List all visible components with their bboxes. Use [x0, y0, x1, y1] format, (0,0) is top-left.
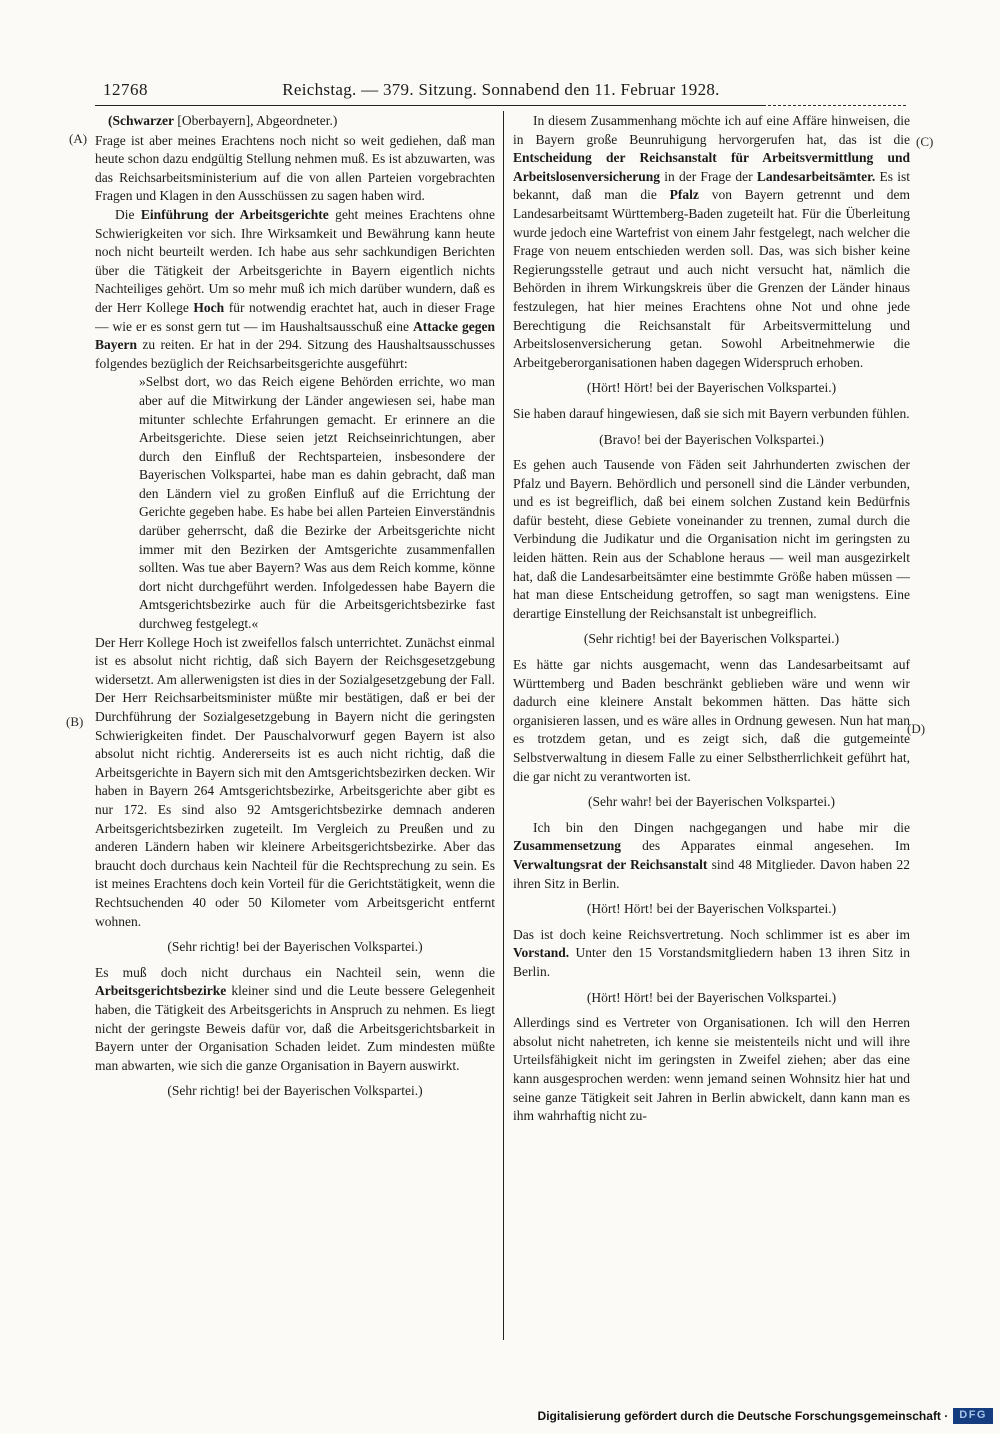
text-column-left — [95, 112, 495, 1108]
paragraph — [513, 1014, 910, 1126]
body-text: für notwendig erachtet hat, auch in dieser Frage — wie er es sonst gern tut — im Haushaltsausschuß eine — [95, 299, 495, 334]
margin-mark-d: (D) — [907, 721, 926, 736]
emphasized-text: (Schwarzer — [108, 113, 174, 128]
body-text: [Oberbayern], Abgeordneter.) — [173, 113, 338, 128]
body-text: geht meines Erachtens ohne Schwierigkeiten vor sich. Ihre Wirksamkeit und Bewährung kann heute noch nicht beurteilt werden. Ich habe aus sehr sachkundigen Berichten über die Tätigkeit der Arbeitsgerichte in Bayern eigentlich nichts Nachteiliges gehört. Um so mehr muß ich mich darüber wundern, daß es der Herr Kollege — [95, 206, 495, 315]
body-text: Frage ist aber meines Erachtens noch nicht so weit gediehen, daß man heute schon dazu endgültig Stellung nehmen muß. Es ist abzuwarten, was das Reichsarbeitsministerium auf die von allen Parteien vorgebrachten Fragen und Klagen in den Ausschüssen zu sagen haben wird. — [95, 132, 495, 204]
body-text: (Hört! Hört! bei der Bayerischen Volkspartei.) — [586, 901, 837, 917]
page-header-title: Reichstag. — 379. Sitzung. Sonnabend den 11. Februar 1928. — [282, 80, 720, 99]
body-text: »Selbst dort, wo das Reich eigene Behörden errichte, wo man aber auf die Mitwirkung der Länder angewiesen sei, habe man mitunter schlechte Erfahrungen gemacht. Er erinnere an die Arbeitsgerichte. Diese seien jetzt Reichseinrichtungen, aber durch den Einfluß der Rechtsparteien, insbesondere der Bayerischen Volkspartei, habe man es dahin gebracht, daß man den Ländern viel zu großen Einfluß auf die Errichtung der Gerichte gegeben habe. Es habe bei allen Parteien Einverständnis darüber geherrscht, daß die Bezirke der Arbeitsgerichte nicht immer mit den Bezirken der Amtsgerichte zusammenfallen sollten. Was tue aber Bayern? Was aus dem Reich komme, könne dort nicht durchgeführt werden. Infolgedessen habe Bayern die Amtsgerichtsbezirke auch für die Arbeitsgerichtsbezirke fast durchweg festgelegt.« — [139, 374, 495, 632]
stage-direction — [513, 379, 910, 398]
paragraph — [513, 405, 910, 424]
body-text: (Sehr richtig! bei der Bayerischen Volkspartei.) — [167, 939, 423, 955]
emphasized-text: Verwaltungsrat der Reichsanstalt — [513, 856, 708, 872]
paragraph — [95, 132, 495, 206]
emphasized-text: Vorstand. — [513, 945, 570, 961]
margin-mark-c: (C) — [916, 134, 934, 149]
header-rule — [95, 105, 763, 106]
header-rule-dashed — [763, 105, 906, 106]
body-text: (Hört! Hört! bei der Bayerischen Volkspartei.) — [586, 989, 837, 1005]
stage-direction — [513, 900, 910, 919]
paragraph — [513, 819, 910, 893]
digitization-credit — [538, 1408, 993, 1424]
stage-direction — [513, 431, 910, 450]
body-text: sind 48 Mitglieder. Davon haben 22 ihren Sitz in Berlin. — [513, 856, 910, 891]
stage-direction — [95, 1082, 495, 1101]
body-text: (Sehr richtig! bei der Bayerischen Volkspartei.) — [583, 631, 840, 647]
quote-block — [95, 373, 495, 633]
body-text: (Sehr wahr! bei der Bayerischen Volkspartei.) — [588, 794, 835, 810]
emphasized-text: Pfalz — [669, 187, 699, 203]
body-text: Es gehen auch Tausende von Fäden seit Jahrhunderten zwischen der Pfalz und Bayern. Behördlich und personell sind die Länder verbunden, und es ist begreiflich, daß bei einem solchen Zustand kein Bedürfnis dafür besteht, diese Gebiete voneinander zu trennen, zumal durch die Verbindung die Judikatur und die Organisation nicht im geringsten zu leiden hätten. Rein aus der Schablone heraus — weil man ausgezirkelt hat, daß die Landesarbeitsämter eine bestimmte Größe haben müssen — hat man diese Entscheidung getroffen, so sagt man wenigstens. Eine derartige Einstellung der Reichsanstalt ist unbegreiflich. — [513, 457, 910, 621]
body-text: Es ist bekannt, daß man die — [513, 168, 910, 203]
emphasized-text: Einführung der Arbeitsgerichte — [140, 206, 329, 222]
paragraph — [513, 112, 910, 372]
paragraph — [95, 964, 495, 1076]
body-text: zu reiten. Er hat in der 294. Sitzung des Haushaltsausschusses folgendes bezüglich der Reichsarbeitsgerichte ausgeführt: — [95, 337, 495, 371]
margin-mark-b: (B) — [66, 714, 84, 729]
body-text: Es muß doch nicht durchaus ein Nachteil sein, wenn die — [95, 964, 495, 980]
stage-direction — [513, 989, 910, 1008]
body-text: Die — [115, 206, 141, 222]
stage-direction — [513, 793, 910, 812]
credit-text: Digitalisierung gefördert durch die Deutsche Forschungsgemeinschaft · — [537, 1409, 949, 1423]
stage-direction — [513, 630, 910, 649]
paragraph — [95, 206, 495, 373]
emphasized-text: Zusammensetzung — [513, 838, 622, 854]
body-text: Unter den 15 Vorstandsmitgliedern haben 13 ihren Sitz in Berlin. — [513, 945, 910, 979]
body-text: In diesem Zusammenhang möchte ich auf eine Affäre hinweisen, die in Bayern große Beunruhigung hervorgerufen hat, das ist die — [513, 113, 910, 147]
body-text: Sie haben darauf hingewiesen, daß sie sich mit Bayern verbunden fühlen. — [513, 405, 910, 421]
body-text: Das ist doch keine Reichsvertretung. Noch schlimmer ist es aber im — [513, 926, 910, 942]
page-header — [95, 80, 907, 102]
body-text: Allerdings sind es Vertreter von Organisationen. Ich will den Herren absolut nicht nahetreten, ich kenne sie meistenteils nicht und will ihre Urteilsfähigkeit nicht im geringsten in Zweifel ziehen; aber das eine kann ausgesprochen werden: wenn jemand seinen Wohnsitz hier hat und seine ganze Tätigkeit seit Jahren in Berlin abwickelt, dann kann man es ihm wahrhaftig nicht zu- — [513, 1015, 910, 1124]
paragraph — [513, 456, 910, 623]
body-text: kleiner sind und die Leute bessere Gelegenheit haben, die Tätigkeit des Arbeitsgerichts in Anspruch zu nehmen. Es liegt nicht der geringste Beweis dafür vor, daß die Arbeitsgerichtsbarkeit in Bayern unter der Organisation Schaden leidet. Zum mindesten müßte man abwarten, wie sich die ganze Organisation in Bayern auswirkt. — [95, 983, 495, 1073]
stage-direction — [95, 938, 495, 957]
body-text: Es hätte gar nichts ausgemacht, wenn das Landesarbeitsamt auf Württemberg und Baden beschränkt geblieben wäre und wenn wir dadurch eine kleinere Anstalt bekommen hätten. Das hätte sich organisieren lassen, und es wäre alles in Ordnung gewesen. Nun hat man es trotzdem getan, und es zeigt sich, daß die gutgemeinte Selbstverwaltung in diesem Falle zu einer Selbstherrlichkeit geführt hat, die gar nicht zu verantworten ist. — [513, 657, 910, 784]
body-text: (Hört! Hört! bei der Bayerischen Volkspartei.) — [586, 380, 837, 396]
body-text: Der Herr Kollege Hoch ist zweifellos falsch unterrichtet. Zunächst einmal ist es absolut nicht richtig, daß sich Bayern der Reichsgesetzgebung widersetzt. Am allerwenigsten ist dies in der Sozialgesetzgebung der Fall. Der Herr Reichsarbeitsminister müßte mir bestätigen, daß er bei der Durchführung der Sozialgesetzgebung in Bayern nicht die geringsten Schwierigkeiten findet. Der Pauschalvorwurf gegen Bayern ist also absolut nicht richtig. Andererseits ist es auch nicht richtig, daß die Arbeitsgerichte in Bayern sich mit den Amtsgerichtsbezirken decken. Wir haben in Bayern 264 Amtsgerichtsbezirke, Arbeitsgerichte aber gibt es nur 172. Es sind also 92 Amtsgerichtsbezirke demnach anderen Arbeitsgerichtsbezirken zugeteilt. Im Vergleich zu Preußen und zu anderen Ländern haben wir kleinere Arbeitsgerichtsbezirke. Aber das braucht doch durchaus kein Nachteil für die Rechtsprechung zu sein. Es ist meines Erachtens doch kein Vorteil für die Gerichtstätigkeit, wenn die Rechtsuchenden 40 oder 50 Kilometer vom Arbeitsgericht entfernt wohnen. — [95, 634, 495, 929]
speaker-line — [95, 112, 495, 131]
body-text: in der Frage der — [659, 168, 757, 184]
column-divider — [503, 111, 504, 1340]
page-number: 12768 — [103, 80, 148, 99]
text-column-right — [513, 112, 910, 1126]
emphasized-text: Hoch — [193, 299, 225, 315]
emphasized-text: Entscheidung der Reichsanstalt für Arbeitsvermittlung und Arbeitslosenversicherung — [513, 150, 910, 184]
body-text: von Bayern getrennt und dem Landesarbeitsamt Württemberg-Baden zugeteilt hat. Für die Überleitung wurde jedoch eine Wartefrist von einem Jahr festgelegt, nach welcher die Frage von neuem entschieden werden soll. Das, was sich bisher keine Regierungsstelle getraut und auch nicht versucht hat, nämlich die Behörden in ihrem Wirkungskreis über die Grenzen der Länder hinaus festzulegen, hat hier meines Erachtens ohne Not und ohne jede Berechtigung die Reichsanstalt für Arbeitsvermittelung und Arbeitslosenversicherung getan. Sowohl Arbeitnehmerwie die Arbeitgeberorganisationen haben dagegen Widerspruch erhoben. — [513, 187, 910, 370]
paragraph — [513, 656, 910, 786]
margin-mark-a: (A) — [69, 131, 88, 146]
dfg-logo: DFG — [953, 1408, 993, 1424]
paragraph — [513, 926, 910, 982]
paragraph — [95, 634, 495, 932]
body-text: (Bravo! bei der Bayerischen Volkspartei.) — [599, 431, 824, 447]
body-text: des Apparates einmal angesehen. Im — [621, 838, 910, 854]
emphasized-text: Arbeitsgerichtsbezirke — [95, 983, 227, 999]
emphasized-text: Attacke gegen Bayern — [95, 318, 495, 353]
body-text: Ich bin den Dingen nachgegangen und habe mir die — [533, 819, 910, 835]
body-text: (Sehr richtig! bei der Bayerischen Volkspartei.) — [167, 1083, 423, 1099]
emphasized-text: Landesarbeitsämter. — [756, 168, 876, 184]
